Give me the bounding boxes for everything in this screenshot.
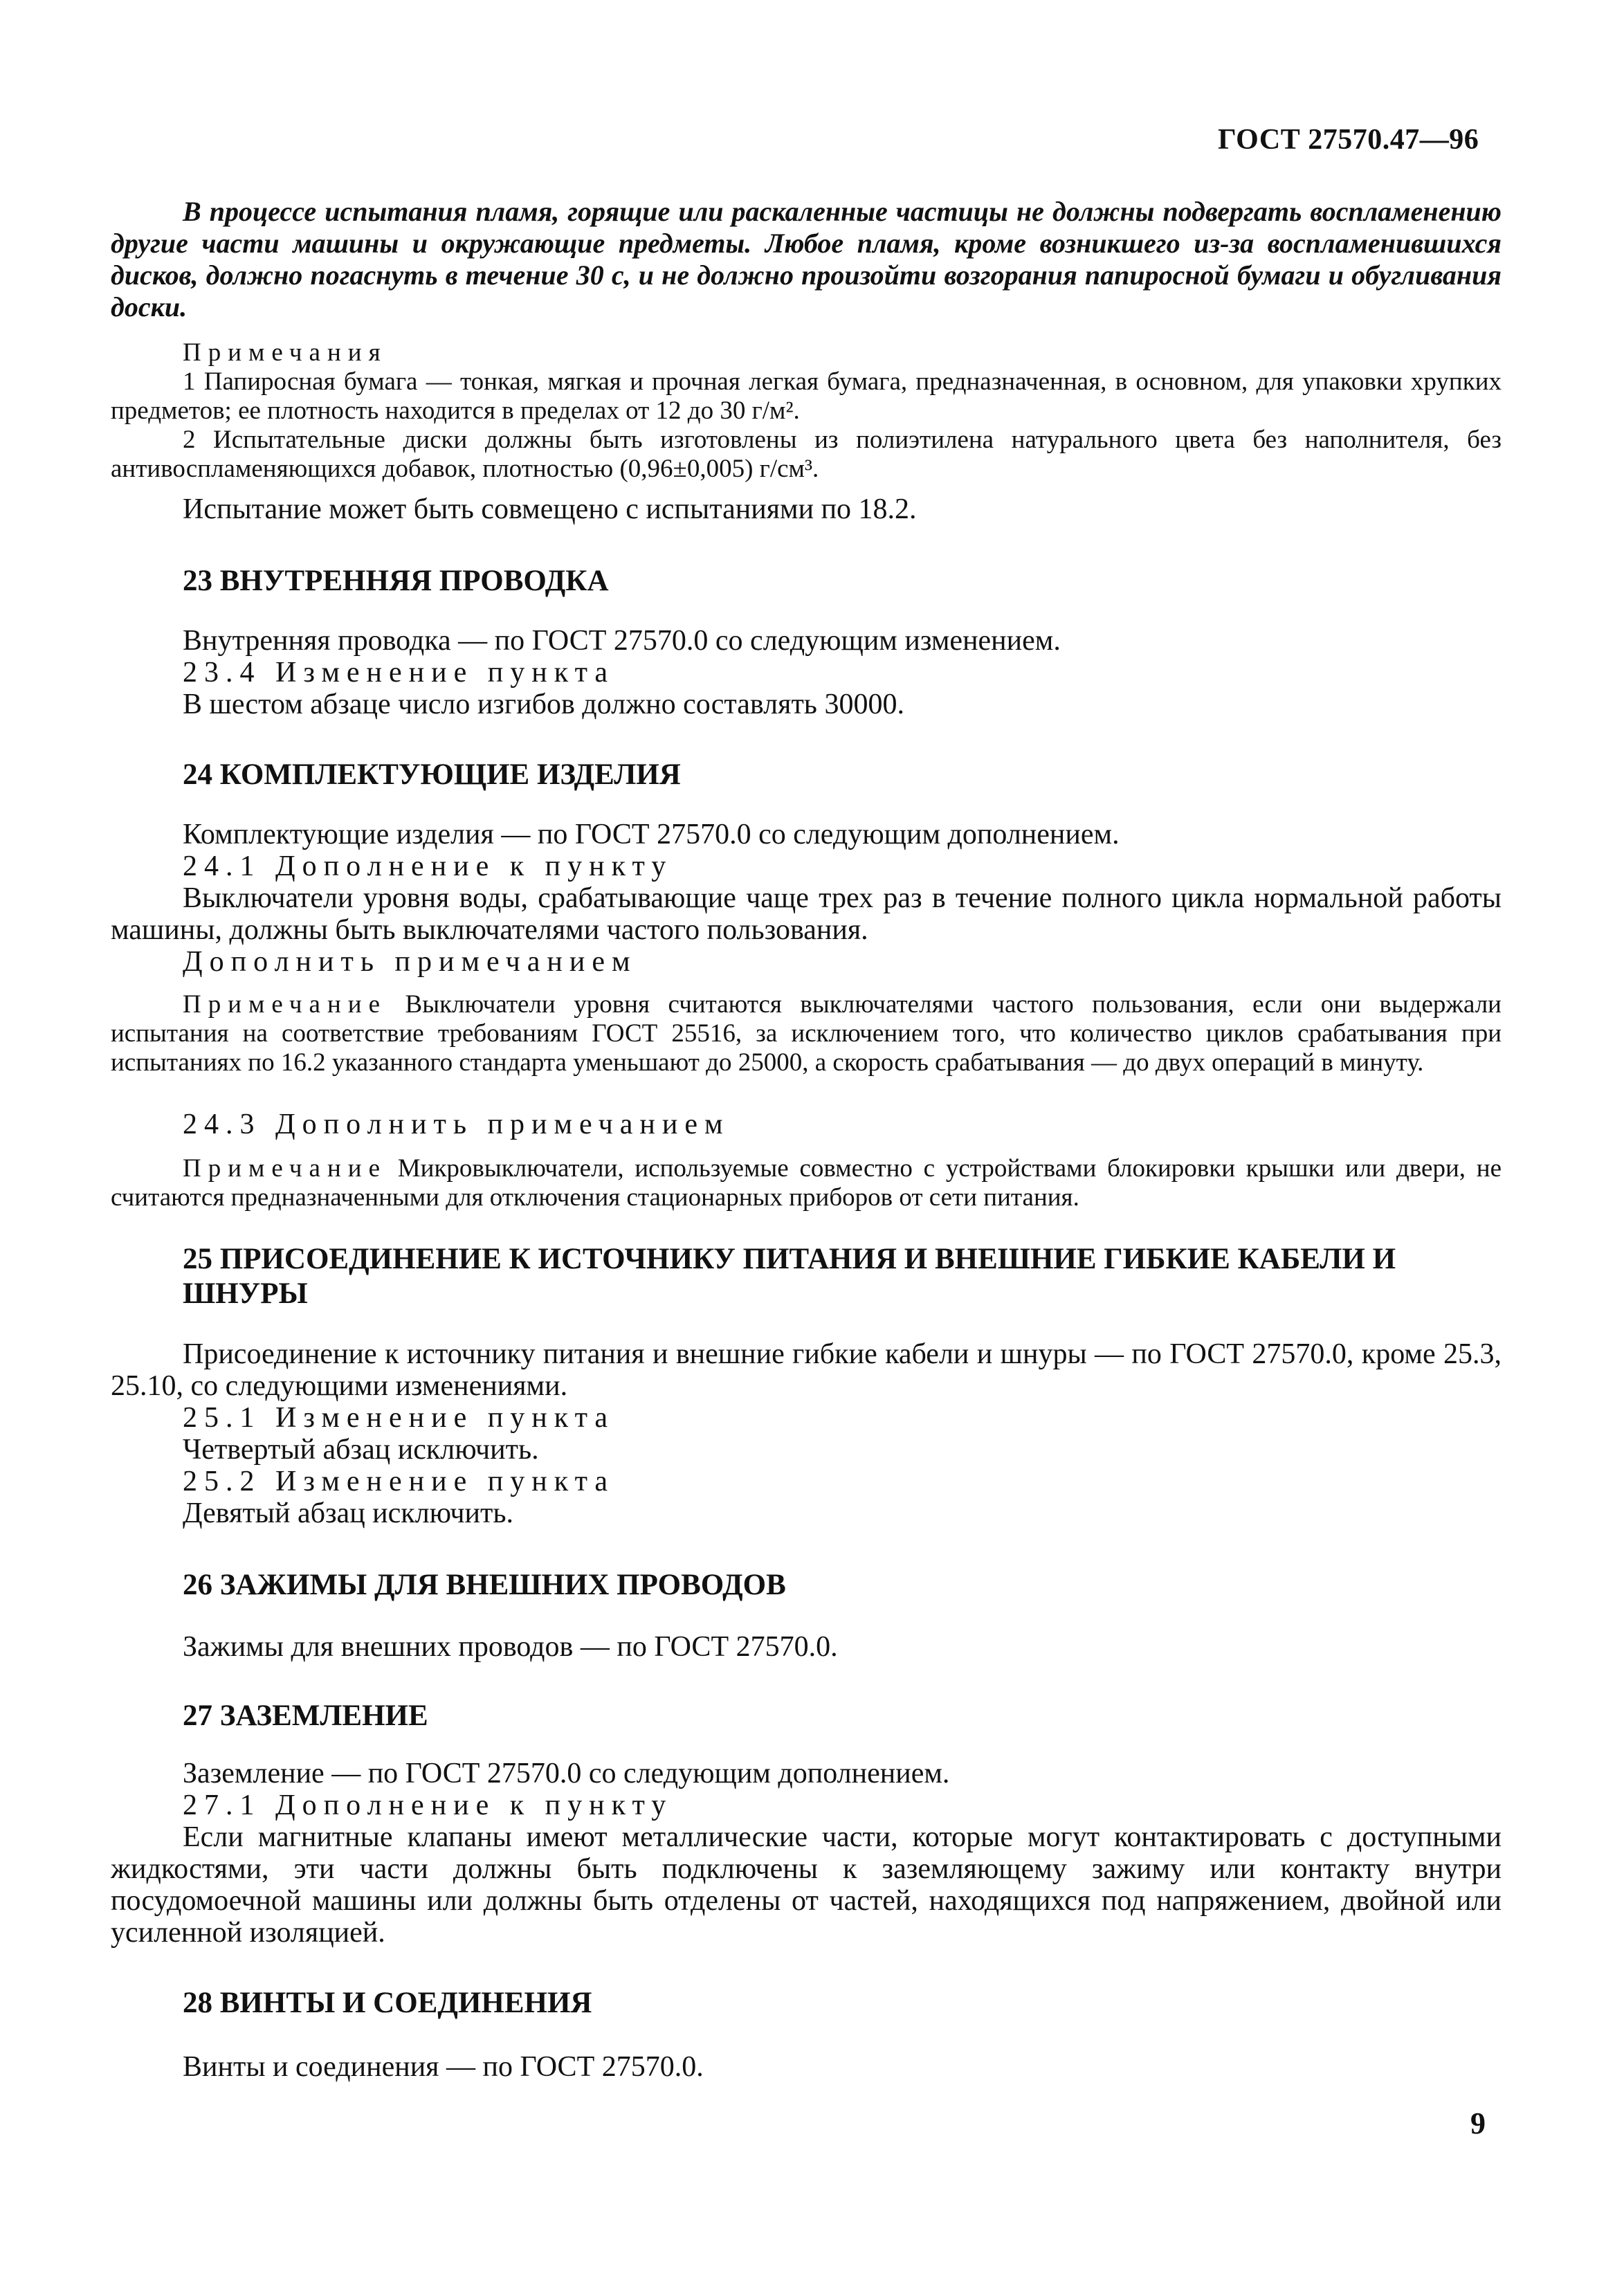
section-24-body <box>111 819 1502 978</box>
section-24-p1: Комплектующие изделия — по ГОСТ 27570.0 со следующим дополнением. <box>183 819 1120 850</box>
section-24-heading-block <box>111 758 1502 792</box>
section-23-body <box>111 625 1502 720</box>
section-23-heading-block <box>111 564 1502 599</box>
section-24-sub3: 24.3 Дополнить примечанием <box>183 1109 730 1140</box>
note-label: Примечание <box>183 990 387 1019</box>
intro-notes-block <box>111 338 1502 484</box>
section-28-body <box>111 2051 1502 2083</box>
section-23-sub: 23.4 Изменение пункта <box>183 657 615 689</box>
intro-test-block <box>111 493 1502 525</box>
section-24-sub3-block <box>111 1109 1502 1140</box>
note-text: Микровыключатели, используемые совместно с устройствами блокировки крышки или двери, не считаются предназначенными для отключения стационарных приборов от сети питания. <box>111 1154 1502 1212</box>
test-paragraph: Испытание может быть совмещено с испытаниями по 18.2. <box>183 493 917 525</box>
section-23-p2: В шестом абзаце число изгибов должно составлять 30000. <box>183 689 904 720</box>
section-27-p2: Если магнитные клапаны имеют металлические части, которые могут контактировать с доступными жидкостями, эти части должны быть подключены к заземляющему зажиму или контакту внутри посудомоечной машины или должны быть отделены от частей, находящихся под напряжением, двойной или усиленной изоляцией. <box>111 1821 1502 1949</box>
section-28-p1: Винты и соединения — по ГОСТ 27570.0. <box>183 2051 704 2083</box>
section-25-p3: Девятый абзац исключить. <box>183 1497 514 1529</box>
section-25-sub1: 25.1 Изменение пункта <box>183 1402 615 1434</box>
section-24-sub1: 24.1 Дополнение к пункту <box>183 850 673 882</box>
section-24-note2 <box>111 1154 1502 1212</box>
section-25-title: 25 ПРИСОЕДИНЕНИЕ К ИСТОЧНИКУ ПИТАНИЯ И ВНЕШНИЕ ГИБКИЕ КАБЕЛИ И ШНУРЫ <box>183 1243 1396 1310</box>
section-27-body <box>111 1758 1502 1949</box>
note-label: Примечание <box>183 1154 387 1183</box>
page-header-code: ГОСТ 27570.47—96 <box>1218 124 1479 156</box>
section-24-note2-block <box>111 1154 1502 1212</box>
section-25-p1: Присоединение к источнику питания и внешние гибкие кабели и шнуры — по ГОСТ 27570.0, кроме 25.3, 25.10, со следующими изменениями. <box>111 1338 1502 1402</box>
section-25-sub2: 25.2 Изменение пункта <box>183 1466 615 1497</box>
section-23-p1: Внутренняя проводка — по ГОСТ 27570.0 со следующим изменением. <box>183 625 1061 657</box>
section-27-p1: Заземление — по ГОСТ 27570.0 со следующим дополнением. <box>183 1758 950 1789</box>
section-26-title: 26 ЗАЖИМЫ ДЛЯ ВНЕШНИХ ПРОВОДОВ <box>183 1569 786 1601</box>
section-27-sub: 27.1 Дополнение к пункту <box>183 1789 673 1821</box>
note-2: 2 Испытательные диски должны быть изготовлены из полиэтилена натурального цвета без наполнителя, без антивоспламеняющихся добавок, плотностью (0,96±0,005) г/см³. <box>111 426 1502 483</box>
section-23-title: 23 ВНУТРЕННЯЯ ПРОВОДКА <box>183 565 609 597</box>
section-26-heading-block <box>111 1568 1502 1603</box>
note-1: 1 Папиросная бумага — тонкая, мягкая и прочная легкая бумага, предназначенная, в основном, для упаковки хрупких предметов; ее плотность находится в пределах от 12 до 30 г/м². <box>111 367 1502 425</box>
section-25-body <box>111 1338 1502 1529</box>
section-27-heading-block <box>111 1699 1502 1733</box>
note-text: Выключатели уровня считаются выключателями частого пользования, если они выдержали испытания на соответствие требованиям ГОСТ 25516, за исключением того, что количество циклов срабатывания при испытаниях по 16.2 указанного стандарта уменьшают до 25000, а скорость срабатывания — до двух операций в минуту. <box>111 990 1502 1077</box>
notes-label: Примечания <box>183 338 387 367</box>
section-24-sub2: Дополнить примечанием <box>183 946 637 978</box>
section-28-title: 28 ВИНТЫ И СОЕДИНЕНИЯ <box>183 1987 592 2019</box>
section-26-body <box>111 1631 1502 1663</box>
section-25-heading-block <box>111 1242 1502 1311</box>
intro-italic-paragraph: В процессе испытания пламя, горящие или раскаленные частицы не должны подвергать воспламенению другие части машины и окружающие предметы. Любое пламя, кроме возникшего из-за воспламенившихся дисков, должно погаснуть в течение 30 с, и не должно произойти возгорания папиросной бумаги и обугливания доски. <box>111 196 1502 322</box>
section-24-title: 24 КОМПЛЕКТУЮЩИЕ ИЗДЕЛИЯ <box>183 758 681 791</box>
section-25-p2: Четвертый абзац исключить. <box>183 1434 539 1466</box>
section-28-heading-block <box>111 1986 1502 2021</box>
section-24-p2: Выключатели уровня воды, срабатывающие чаще трех раз в течение полного цикла нормальной работы машины, должны быть выключателями частого пользования. <box>111 882 1502 946</box>
section-24-note1-block <box>111 990 1502 1077</box>
intro-italic-block <box>111 196 1502 323</box>
section-27-title: 27 ЗАЗЕМЛЕНИЕ <box>183 1700 428 1732</box>
section-24-note1 <box>111 990 1502 1077</box>
page-number: 9 <box>1470 2106 1486 2140</box>
section-26-p1: Зажимы для внешних проводов — по ГОСТ 27570.0. <box>183 1631 838 1663</box>
